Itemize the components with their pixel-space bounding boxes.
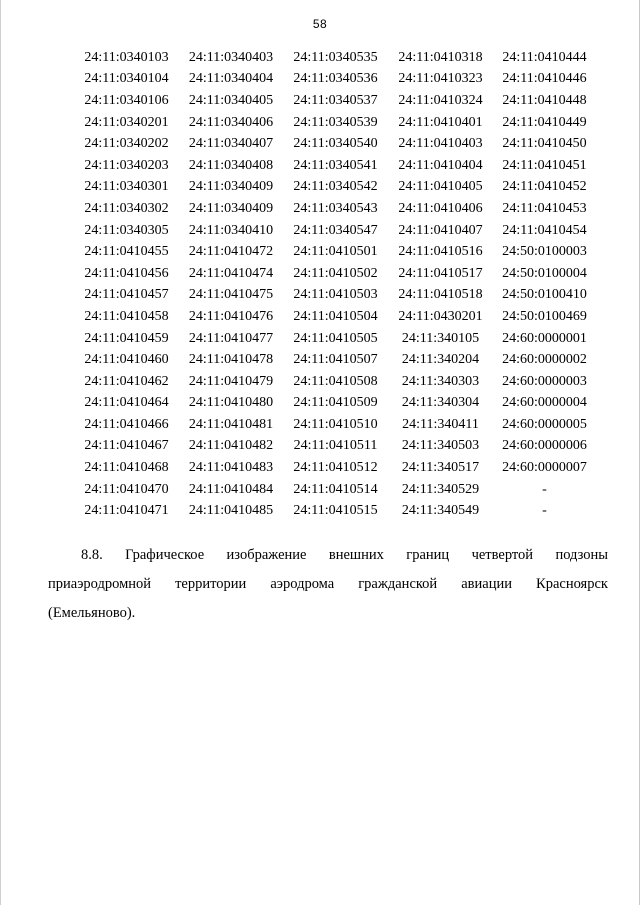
table-cell: 24:11:0340540 bbox=[293, 136, 378, 152]
paragraph-word: 8.8. bbox=[81, 547, 103, 563]
table-cell: 24:11:340304 bbox=[401, 395, 480, 411]
table-row bbox=[74, 220, 596, 242]
cadastral-numbers-table bbox=[74, 47, 596, 522]
table-cell: 24:11:0340409 bbox=[188, 200, 274, 216]
table-cell: 24:60:0000006 bbox=[502, 438, 587, 454]
table-cell: 24:11:0410479 bbox=[188, 373, 274, 389]
table-cell: 24:11:0410448 bbox=[502, 92, 587, 108]
table-cell: 24:11:340517 bbox=[401, 460, 480, 476]
table-cell: 24:11:340529 bbox=[401, 481, 480, 497]
table-cell: 24:11:0340410 bbox=[188, 222, 274, 238]
table-row bbox=[74, 241, 596, 263]
table-cell: 24:11:0410502 bbox=[293, 265, 378, 281]
table-cell: 24:11:0340409 bbox=[188, 179, 274, 195]
table-cell: 24:11:0410501 bbox=[293, 244, 378, 260]
table-cell: 24:11:0410517 bbox=[398, 265, 483, 281]
table-cell: 24:11:0410503 bbox=[293, 287, 378, 303]
table-cell: 24:11:340503 bbox=[401, 438, 480, 454]
table-cell: 24:11:0410518 bbox=[398, 287, 483, 303]
paragraph-word: Красноярск bbox=[536, 576, 608, 592]
table-cell: 24:60:0000003 bbox=[502, 373, 587, 389]
table-cell: 24:11:340105 bbox=[401, 330, 480, 346]
table-cell: 24:11:0340535 bbox=[293, 49, 378, 65]
paragraph-word: подзоны bbox=[555, 547, 608, 563]
table-cell: 24:11:340303 bbox=[401, 373, 480, 389]
table-cell: 24:11:0410480 bbox=[188, 395, 274, 411]
table-cell: 24:11:0410446 bbox=[502, 71, 587, 87]
table-cell: 24:11:0410470 bbox=[84, 481, 169, 497]
paragraph-line-2 bbox=[48, 570, 608, 599]
table-cell: 24:11:0410507 bbox=[293, 352, 378, 368]
table-cell: 24:11:0410464 bbox=[84, 395, 169, 411]
paragraph-word: территории bbox=[175, 576, 247, 592]
table-cell: 24:11:0410508 bbox=[293, 373, 378, 389]
table-cell: 24:50:0100469 bbox=[502, 308, 587, 324]
table-cell: 24:11:0410405 bbox=[398, 179, 483, 195]
table-row bbox=[74, 155, 596, 177]
table-cell: 24:11:0340404 bbox=[188, 71, 274, 87]
table-cell: 24:11:0410477 bbox=[188, 330, 274, 346]
table-row bbox=[74, 371, 596, 393]
paragraph-word: границ bbox=[406, 547, 450, 563]
table-cell: 24:11:0410516 bbox=[398, 244, 483, 260]
table-cell: 24:11:0340407 bbox=[188, 136, 274, 152]
table-cell: 24:11:0410444 bbox=[502, 49, 587, 65]
table-cell: 24:11:0410468 bbox=[84, 460, 169, 476]
table-row bbox=[74, 90, 596, 112]
table-row bbox=[74, 457, 596, 479]
table-row bbox=[74, 479, 596, 501]
table-cell: 24:11:0340403 bbox=[188, 49, 274, 65]
section-8-8-paragraph bbox=[48, 541, 608, 628]
table-cell: 24:60:0000001 bbox=[502, 330, 587, 346]
table-cell: 24:11:0410449 bbox=[502, 114, 587, 130]
table-cell: - bbox=[542, 481, 547, 497]
table-cell: 24:11:0410459 bbox=[84, 330, 169, 346]
table-cell: 24:60:0000004 bbox=[502, 395, 587, 411]
table-cell: 24:11:0340408 bbox=[188, 157, 274, 173]
table-cell: 24:11:0410460 bbox=[84, 352, 169, 368]
table-cell: 24:11:0340202 bbox=[84, 136, 169, 152]
paragraph-word: приаэродромной bbox=[48, 576, 152, 592]
table-cell: 24:11:0340547 bbox=[293, 222, 378, 238]
table-cell: 24:11:0410474 bbox=[188, 265, 274, 281]
table-cell: 24:50:0100004 bbox=[502, 265, 587, 281]
table-cell: 24:11:0410484 bbox=[188, 481, 274, 497]
table-cell: 24:60:0000007 bbox=[502, 460, 587, 476]
table-body bbox=[74, 47, 596, 522]
table-cell: 24:11:0340539 bbox=[293, 114, 378, 130]
table-cell: 24:11:0410458 bbox=[84, 308, 169, 324]
table-cell: 24:11:0340201 bbox=[84, 114, 169, 130]
table-cell: 24:11:0340104 bbox=[84, 71, 169, 87]
table-cell: 24:11:0340405 bbox=[188, 92, 274, 108]
paragraph-word: аэродрома bbox=[270, 576, 335, 592]
table-cell: 24:11:0410454 bbox=[502, 222, 587, 238]
table-row bbox=[74, 198, 596, 220]
table-cell: 24:11:0410457 bbox=[84, 287, 169, 303]
table-row bbox=[74, 436, 596, 458]
table-cell: 24:50:0100003 bbox=[502, 244, 587, 260]
table-cell: 24:11:0340536 bbox=[293, 71, 378, 87]
paragraph-word: четвертой bbox=[471, 547, 534, 563]
table-cell: 24:11:0340542 bbox=[293, 179, 378, 195]
table-cell: 24:11:0410452 bbox=[502, 179, 587, 195]
table-cell: 24:11:0410406 bbox=[398, 200, 483, 216]
table-cell: 24:11:340204 bbox=[401, 352, 480, 368]
table-row bbox=[74, 500, 596, 522]
table-cell: 24:11:0410403 bbox=[398, 136, 483, 152]
table-cell: 24:11:0410505 bbox=[293, 330, 378, 346]
table-row bbox=[74, 349, 596, 371]
table-cell: 24:11:0410510 bbox=[293, 416, 378, 432]
table-cell: 24:11:0410485 bbox=[188, 503, 274, 519]
table-cell: 24:11:0410514 bbox=[293, 481, 378, 497]
table-cell: 24:11:0410455 bbox=[84, 244, 169, 260]
table-cell: 24:11:0410451 bbox=[502, 157, 587, 173]
table-row bbox=[74, 177, 596, 199]
table-row bbox=[74, 393, 596, 415]
table-cell: 24:11:0410472 bbox=[188, 244, 274, 260]
table-cell: 24:11:0340537 bbox=[293, 92, 378, 108]
table-cell: 24:11:0410504 bbox=[293, 308, 378, 324]
table-cell: 24:11:340549 bbox=[401, 503, 480, 519]
table-cell: 24:11:0410511 bbox=[293, 438, 378, 454]
table-cell: 24:11:0410471 bbox=[84, 503, 169, 519]
table-row bbox=[74, 328, 596, 350]
paragraph-line-1 bbox=[48, 541, 608, 570]
table-cell: 24:11:0340203 bbox=[84, 157, 169, 173]
table-cell: 24:11:0410466 bbox=[84, 416, 169, 432]
table-cell: 24:11:0410401 bbox=[398, 114, 483, 130]
table-cell: 24:11:0410481 bbox=[188, 416, 274, 432]
table-cell: 24:11:0410407 bbox=[398, 222, 483, 238]
paragraph-word: гражданской bbox=[358, 576, 438, 592]
table-row bbox=[74, 47, 596, 69]
table-cell: 24:11:0410482 bbox=[188, 438, 274, 454]
table-cell: 24:11:0340301 bbox=[84, 179, 169, 195]
table-cell: 24:11:0410453 bbox=[502, 200, 587, 216]
table-row bbox=[74, 112, 596, 134]
table-cell: 24:11:340411 bbox=[402, 416, 479, 432]
table-cell: 24:11:0340103 bbox=[84, 49, 169, 65]
table-row bbox=[74, 133, 596, 155]
table-cell: 24:11:0410476 bbox=[188, 308, 274, 324]
table-cell: 24:11:0410318 bbox=[398, 49, 483, 65]
table-row bbox=[74, 414, 596, 436]
table-cell: 24:11:0410450 bbox=[502, 136, 587, 152]
table-cell: 24:11:0340406 bbox=[188, 114, 274, 130]
table-cell: 24:60:0000002 bbox=[502, 352, 587, 368]
table-cell: 24:11:0340541 bbox=[293, 157, 378, 173]
table-cell: 24:11:0410324 bbox=[398, 92, 483, 108]
table-cell: 24:11:0340543 bbox=[293, 200, 378, 216]
table-cell: 24:11:0410323 bbox=[398, 71, 483, 87]
paragraph-word: внешних bbox=[328, 547, 384, 563]
table-row bbox=[74, 263, 596, 285]
paragraph-word: изображение bbox=[226, 547, 307, 563]
table-cell: 24:11:0410456 bbox=[84, 265, 169, 281]
table-cell: 24:60:0000005 bbox=[502, 416, 587, 432]
table-row bbox=[74, 69, 596, 91]
table-cell: 24:11:0410467 bbox=[84, 438, 169, 454]
paragraph-word: Графическое bbox=[125, 547, 205, 563]
paragraph-word: авиации bbox=[461, 576, 512, 592]
table-cell: 24:11:0410478 bbox=[188, 352, 274, 368]
page-number: 58 bbox=[312, 17, 328, 31]
table-cell: 24:11:0410483 bbox=[188, 460, 274, 476]
table-cell: - bbox=[542, 503, 547, 519]
table-cell: 24:11:0410515 bbox=[293, 503, 378, 519]
table-cell: 24:11:0410512 bbox=[293, 460, 378, 476]
table-cell: 24:11:0410475 bbox=[188, 287, 274, 303]
table-cell: 24:11:0410462 bbox=[84, 373, 169, 389]
table-cell: 24:11:0340302 bbox=[84, 200, 169, 216]
table-cell: 24:11:0410404 bbox=[398, 157, 483, 173]
table-row bbox=[74, 306, 596, 328]
paragraph-line-3: (Емельяново). bbox=[48, 605, 136, 621]
table-cell: 24:11:0430201 bbox=[398, 308, 483, 324]
table-row bbox=[74, 285, 596, 307]
table-cell: 24:50:0100410 bbox=[502, 287, 587, 303]
table-cell: 24:11:0410509 bbox=[293, 395, 378, 411]
table-cell: 24:11:0340106 bbox=[84, 92, 169, 108]
table-cell: 24:11:0340305 bbox=[84, 222, 169, 238]
